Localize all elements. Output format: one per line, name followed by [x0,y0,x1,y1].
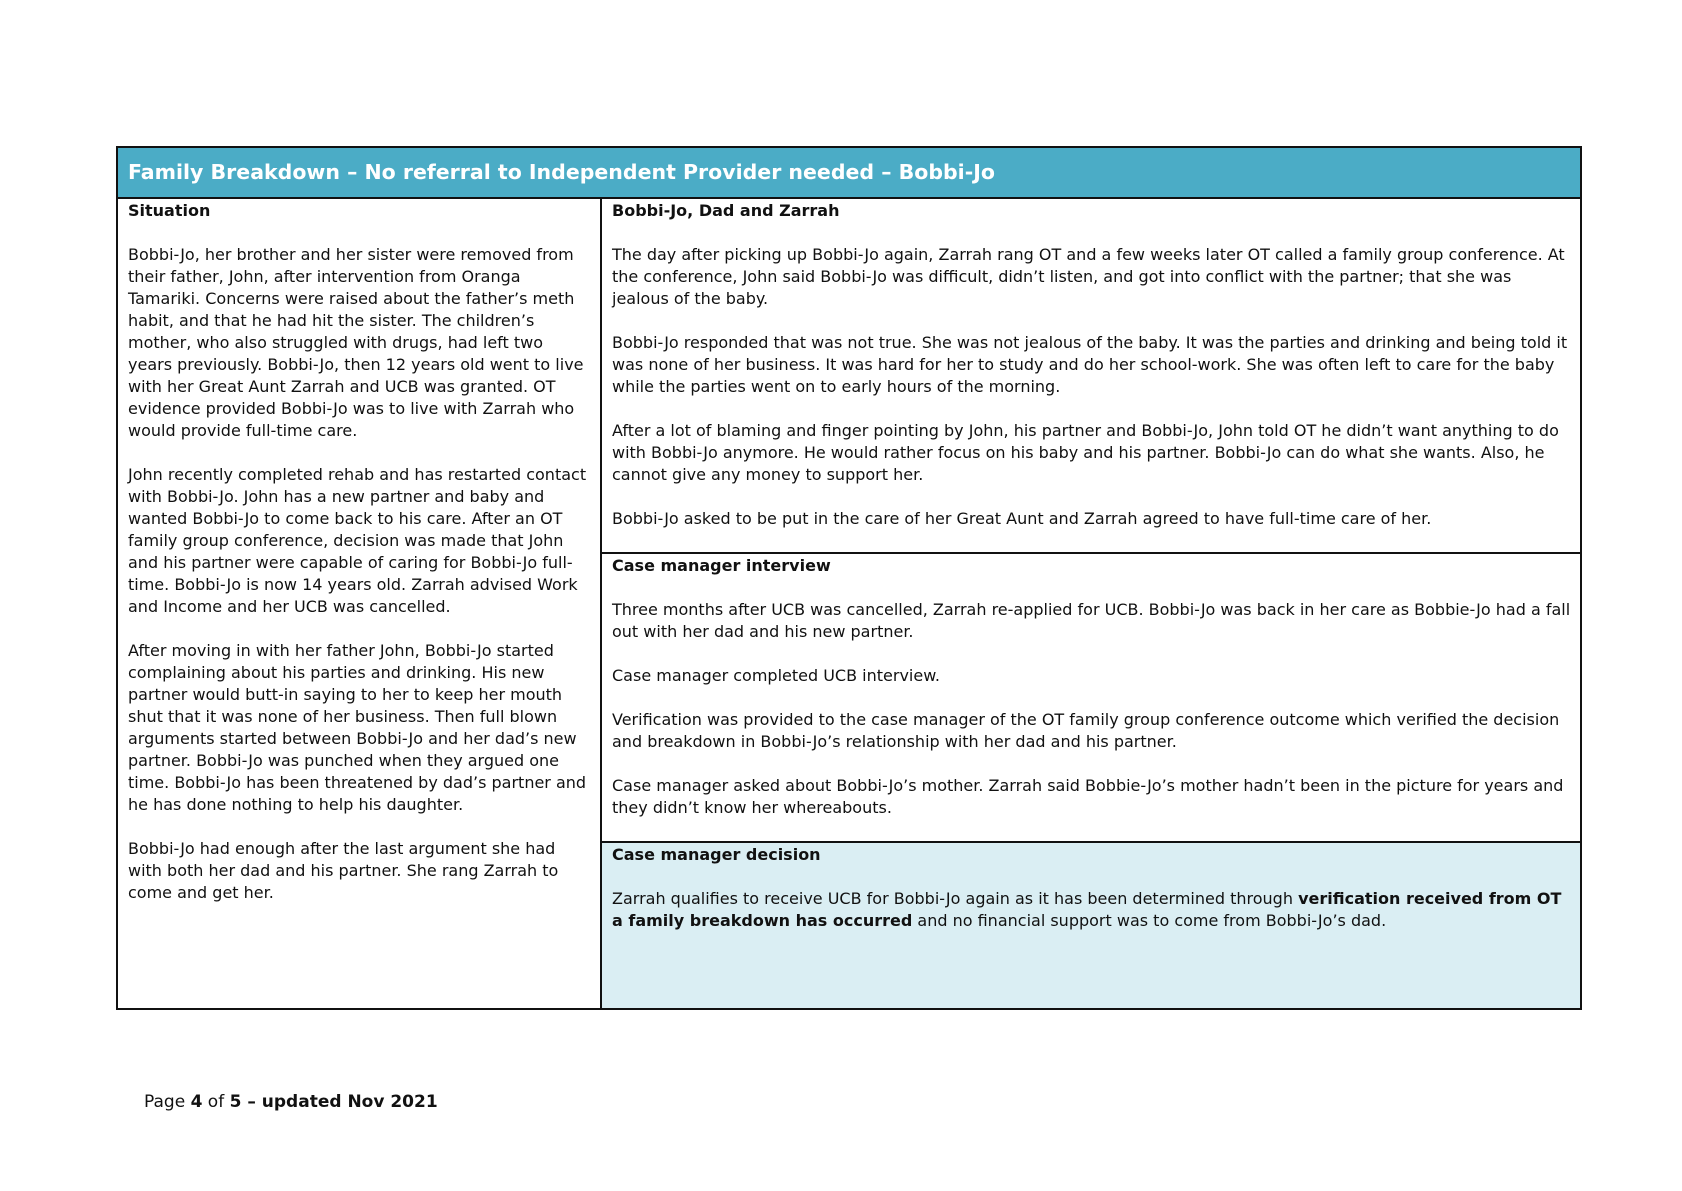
interview-paragraph: Verification was provided to the case manager of the OT family group conference outcome which verified the decision and breakdown in Bobbi-Jo’s relationship with her dad and his partner. [612,710,1560,751]
page-number: 4 [190,1092,203,1112]
situation-paragraph: John recently completed rehab and has restarted contact with Bobbi-Jo. John has a new partner and baby and wanted Bobbi-Jo to come back to his care. After an OT family group conference, decision was made that John and his partner were capable of caring for Bobbi-Jo full-time. Bobbi-Jo is now 14 years old. Zarrah advised Work and Income and her UCB was cancelled. [128,465,587,616]
interview-paragraph: Case manager completed UCB interview. [612,666,940,685]
decision-text [612,888,1572,932]
decision-text-end: and no financial support was to come from Bobbi-Jo’s dad. [912,911,1387,930]
dad-and-zarrah-heading: Bobbi-Jo, Dad and Zarrah [612,201,840,220]
situation-paragraph: After moving in with her father John, Bobbi-Jo started complaining about his parties and drinking. His new partner would butt-in saying to her to keep her mouth shut that it was none of her business. Then full blown arguments started between Bobbi-Jo and her dad’s new partner. Bobbi-Jo was punched when they argued one time. Bobbi-Jo has been threatened by dad’s partner and he has done nothing to help his daughter. [128,641,587,814]
situation-paragraph: Bobbi-Jo had enough after the last argument she had with both her dad and his partner. She rang Zarrah to come and get her. [128,839,559,902]
dad-and-zarrah-paragraph: Bobbi-Jo asked to be put in the care of her Great Aunt and Zarrah agreed to have full-time care of her. [612,509,1432,528]
interview-paragraph: Case manager asked about Bobbi-Jo’s mother. Zarrah said Bobbie-Jo’s mother hadn’t been in the picture for years and they didn’t know her whereabouts. [612,776,1564,817]
table-body [118,199,1580,1008]
interview-cell [602,554,1580,843]
footer-updated: – updated Nov 2021 [241,1092,438,1112]
decision-text-start: Zarrah qualifies to receive UCB for Bobbi-Jo again as it has been determined through [612,889,1299,908]
case-study-table [116,146,1582,1010]
situation-paragraph: Bobbi-Jo, her brother and her sister were removed from their father, John, after intervention from Oranga Tamariki. Concerns were raised about the father’s meth habit, and that he had hit the sister. The children’s mother, who also struggled with drugs, had left two years previously. Bobbi-Jo, then 12 years old went to live with her Great Aunt Zarrah and UCB was granted. OT evidence provided Bobbi-Jo was to live with Zarrah who would provide full-time care. [128,245,584,440]
page-footer [144,1090,1682,1114]
dad-and-zarrah-paragraph: The day after picking up Bobbi-Jo again, Zarrah rang OT and a few weeks later OT called a family group conference. At the conference, John said Bobbi-Jo was difficult, didn’t listen, and got into conflict with the partner; that she was jealous of the baby. [612,245,1565,308]
decision-text-bold: verification received from OT a family breakdown has occurred [612,889,1562,930]
dad-and-zarrah-paragraph: After a lot of blaming and finger pointing by John, his partner and Bobbi-Jo, John told OT he didn’t want anything to do with Bobbi-Jo anymore. He would rather focus on his baby and his partner. Bobbi-Jo can do what she wants. Also, he cannot give any money to support her. [612,421,1559,484]
dad-and-zarrah-cell [602,199,1580,554]
page-total: 5 [229,1092,242,1112]
table-title: Family Breakdown – No referral to Independent Provider needed – Bobbi-Jo [118,148,1580,199]
right-column [602,199,1580,1008]
dad-and-zarrah-paragraph: Bobbi-Jo responded that was not true. She was not jealous of the baby. It was the parties and drinking and being told it was none of her business. It was hard for her to study and do her school-work. She was often left to care for the baby while the parties went on to early hours of the morning. [612,333,1568,396]
interview-heading: Case manager interview [612,556,831,575]
situation-heading: Situation [128,201,211,220]
decision-cell [602,843,1580,1008]
interview-paragraph: Three months after UCB was cancelled, Zarrah re-applied for UCB. Bobbi-Jo was back in her care as Bobbie-Jo had a fall out with her dad and his new partner. [612,600,1571,641]
situation-cell [118,199,602,1008]
decision-heading: Case manager decision [612,845,821,864]
footer-of: of [202,1092,230,1112]
footer-prefix: Page [144,1092,191,1112]
